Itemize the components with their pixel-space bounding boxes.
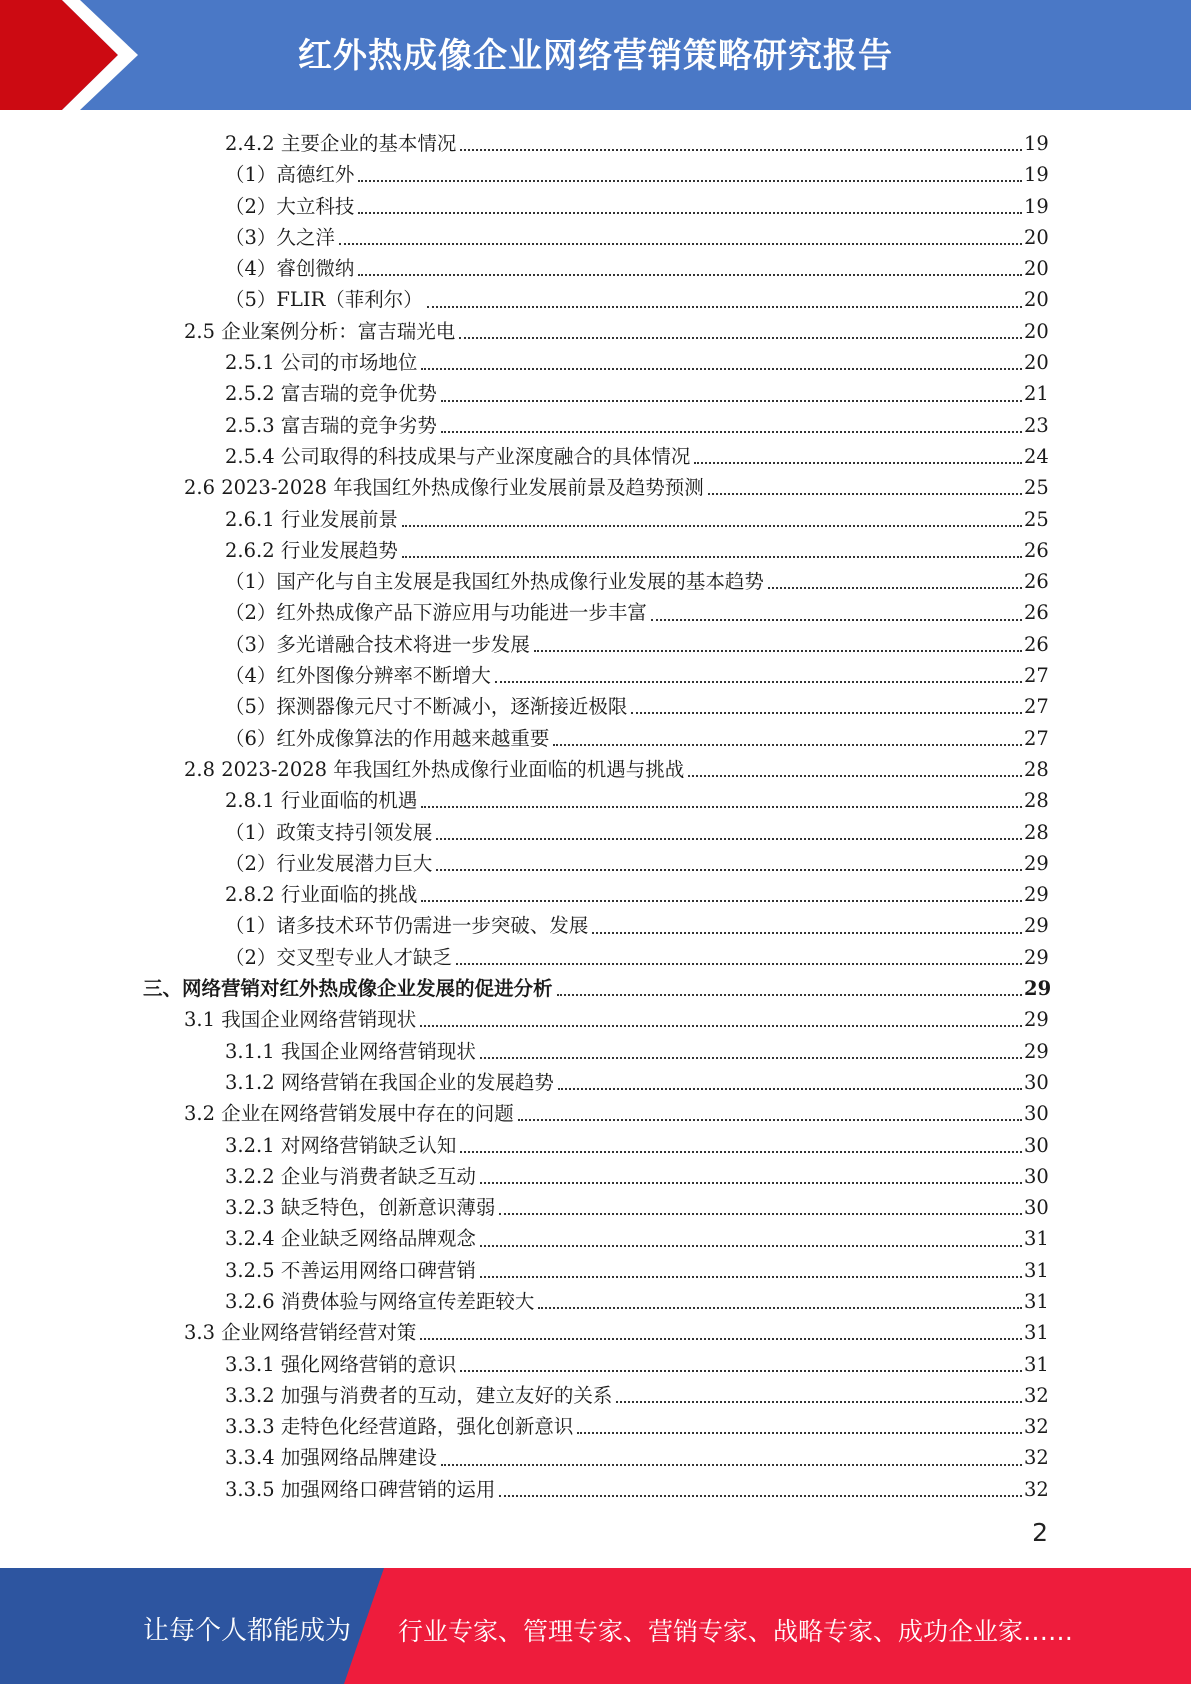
toc-leader-dots [421, 899, 1022, 902]
toc-entry-label: （1）国产化与自主发展是我国红外热成像行业发展的基本趋势 [225, 570, 764, 594]
toc-entry-page: 31 [1024, 1289, 1049, 1313]
toc-entry-label: （4）红外图像分辨率不断增大 [225, 664, 491, 688]
toc-entry[interactable] [0, 1286, 1191, 1317]
toc-leader-dots [456, 962, 1022, 965]
toc-entry[interactable] [0, 159, 1191, 190]
toc-leader-dots [421, 367, 1022, 370]
toc-entry-label: （5）探测器像元尺寸不断减小，逐渐接近极限 [225, 695, 628, 719]
toc-entry[interactable] [0, 1036, 1191, 1067]
toc-entry-page: 20 [1024, 288, 1049, 312]
toc-entry-page: 27 [1024, 695, 1049, 719]
toc-entry[interactable] [0, 410, 1191, 441]
toc-entry-label: 2.5.3 富吉瑞的竞争劣势 [225, 413, 437, 437]
toc-entry-page: 32 [1024, 1477, 1049, 1501]
toc-leader-dots [768, 586, 1022, 589]
toc-entry-label: 2.5.1 公司的市场地位 [225, 351, 418, 375]
footer-slogan-right: 行业专家、管理专家、营销专家、战略专家、成功企业家…… [398, 1617, 1074, 1646]
toc-entry[interactable] [0, 1349, 1191, 1380]
toc-leader-dots [499, 1494, 1022, 1497]
toc-leader-dots [688, 774, 1022, 777]
toc-entry[interactable] [0, 723, 1191, 754]
toc-entry[interactable] [0, 316, 1191, 347]
toc-entry-page: 27 [1024, 664, 1049, 688]
toc-entry[interactable] [0, 1067, 1191, 1098]
toc-entry-label: 3.1 我国企业网络营销现状 [184, 1008, 417, 1032]
toc-entry[interactable] [0, 660, 1191, 691]
toc-entry[interactable] [0, 191, 1191, 222]
toc-entry-page: 26 [1024, 601, 1049, 625]
toc-entry-page: 29 [1024, 945, 1049, 969]
toc-entry-page: 31 [1024, 1258, 1049, 1282]
toc-leader-dots [460, 1369, 1022, 1372]
toc-entry[interactable] [0, 1442, 1191, 1473]
toc-entry-label: 3.3 企业网络营销经营对策 [184, 1321, 417, 1345]
toc-entry-page: 31 [1024, 1321, 1049, 1345]
toc-entry-page: 32 [1024, 1415, 1049, 1439]
toc-entry-page: 29 [1024, 1039, 1049, 1063]
toc-entry-page: 28 [1024, 757, 1049, 781]
table-of-contents [0, 128, 1191, 1505]
toc-leader-dots [358, 211, 1022, 214]
toc-leader-dots [358, 179, 1022, 182]
toc-leader-dots [358, 273, 1022, 276]
toc-leader-dots [402, 524, 1022, 527]
toc-entry-page: 28 [1024, 820, 1049, 844]
toc-entry-label: 2.6.1 行业发展前景 [225, 507, 398, 531]
toc-entry-label: （2）红外热成像产品下游应用与功能进一步丰富 [225, 601, 647, 625]
toc-entry-label: 2.5 企业案例分析：富吉瑞光电 [184, 319, 456, 343]
toc-leader-dots [441, 399, 1022, 402]
toc-entry[interactable] [0, 347, 1191, 378]
toc-entry-page: 24 [1024, 444, 1049, 468]
toc-leader-dots [480, 1181, 1022, 1184]
toc-entry[interactable] [0, 1192, 1191, 1223]
toc-entry[interactable] [0, 253, 1191, 284]
toc-entry[interactable] [0, 848, 1191, 879]
toc-leader-dots [421, 805, 1022, 808]
toc-leader-dots [708, 492, 1022, 495]
toc-entry-label: （2）大立科技 [225, 194, 355, 218]
toc-entry-page: 26 [1024, 570, 1049, 594]
toc-entry-label: 2.8.1 行业面临的机遇 [225, 789, 418, 813]
toc-entry-page: 20 [1024, 257, 1049, 281]
toc-entry-label: 3.3.2 加强与消费者的互动，建立友好的关系 [225, 1383, 613, 1407]
toc-entry-label: 2.6 2023-2028 年我国红外热成像行业发展前景及趋势预测 [184, 476, 704, 500]
toc-entry[interactable] [0, 1004, 1191, 1035]
toc-entry-page: 30 [1024, 1196, 1049, 1220]
report-title: 红外热成像企业网络营销策略研究报告 [298, 36, 893, 76]
toc-entry-label: 2.4.2 主要企业的基本情况 [225, 132, 457, 155]
toc-entry[interactable] [0, 566, 1191, 597]
toc-entry[interactable] [0, 691, 1191, 722]
toc-leader-dots [436, 868, 1022, 871]
toc-entry-label: 三、网络营销对红外热成像企业发展的促进分析 [143, 977, 553, 1001]
toc-entry-page: 28 [1024, 789, 1049, 813]
toc-entry[interactable] [0, 472, 1191, 503]
toc-entry-label: 3.3.5 加强网络口碑营销的运用 [225, 1477, 496, 1501]
toc-entry[interactable] [0, 817, 1191, 848]
toc-leader-dots [427, 305, 1022, 308]
toc-entry-label: 2.8.2 行业面临的挑战 [225, 883, 418, 907]
toc-entry-label: 3.1.1 我国企业网络营销现状 [225, 1039, 476, 1063]
toc-entry[interactable] [0, 1474, 1191, 1505]
toc-entry-label: 3.2.1 对网络营销缺乏认知 [225, 1133, 457, 1157]
footer-slogan-left: 让每个人都能成为 [143, 1616, 352, 1646]
toc-entry-page: 30 [1024, 1102, 1049, 1126]
toc-entry-page: 26 [1024, 632, 1049, 656]
toc-leader-dots [616, 1400, 1022, 1403]
toc-entry-page: 29 [1024, 883, 1049, 907]
toc-entry-page: 29 [1024, 1008, 1049, 1032]
toc-entry-label: （3）多光谱融合技术将进一步发展 [225, 632, 530, 656]
toc-leader-dots [631, 711, 1022, 714]
toc-entry-label: 3.2.2 企业与消费者缺乏互动 [225, 1164, 476, 1188]
toc-entry-label: 3.2.3 缺乏特色，创新意识薄弱 [225, 1196, 496, 1220]
toc-entry-label: （2）行业发展潜力巨大 [225, 851, 433, 875]
toc-entry-label: （4）睿创微纳 [225, 257, 355, 281]
toc-entry-label: 3.2.5 不善运用网络口碑营销 [225, 1258, 476, 1282]
toc-entry-page: 31 [1024, 1352, 1049, 1376]
toc-leader-dots [460, 148, 1022, 151]
toc-leader-dots [441, 1463, 1022, 1466]
toc-entry[interactable] [0, 754, 1191, 785]
toc-entry[interactable] [0, 1317, 1191, 1348]
toc-entry-label: （3）久之洋 [225, 225, 335, 249]
toc-entry-page: 30 [1024, 1133, 1049, 1157]
toc-entry[interactable] [0, 1161, 1191, 1192]
toc-entry-page: 23 [1024, 413, 1049, 437]
toc-entry-label: 2.5.2 富吉瑞的竞争优势 [225, 382, 437, 406]
toc-entry[interactable] [0, 441, 1191, 472]
toc-leader-dots [592, 931, 1022, 934]
toc-leader-dots [557, 993, 1022, 996]
toc-leader-dots [480, 1275, 1022, 1278]
toc-leader-dots [339, 242, 1022, 245]
toc-leader-dots [420, 1024, 1022, 1027]
toc-leader-dots [538, 1306, 1022, 1309]
toc-entry-page: 25 [1024, 507, 1049, 531]
toc-entry[interactable] [0, 942, 1191, 973]
toc-entry[interactable] [0, 879, 1191, 910]
toc-entry-page: 29 [1024, 851, 1049, 875]
toc-leader-dots [420, 1337, 1022, 1340]
toc-entry-label: （5）FLIR（菲利尔） [225, 288, 423, 312]
toc-entry-label: （1）政策支持引领发展 [225, 820, 433, 844]
toc-entry[interactable] [0, 597, 1191, 628]
toc-entry-label: 2.8 2023-2028 年我国红外热成像行业面临的机遇与挑战 [184, 757, 685, 781]
toc-entry-page: 30 [1024, 1164, 1049, 1188]
toc-entry-label: （2）交叉型专业人才缺乏 [225, 945, 452, 969]
toc-entry-page: 19 [1024, 132, 1049, 155]
toc-entry[interactable] [0, 1223, 1191, 1254]
toc-entry[interactable] [0, 504, 1191, 535]
toc-entry-label: 3.3.1 强化网络营销的意识 [225, 1352, 457, 1376]
toc-leader-dots [480, 1244, 1022, 1247]
toc-entry[interactable] [0, 284, 1191, 315]
toc-entry-label: 2.5.4 公司取得的科技成果与产业深度融合的具体情况 [225, 444, 691, 468]
toc-entry-page: 20 [1024, 225, 1049, 249]
toc-entry-page: 19 [1024, 163, 1049, 187]
toc-entry[interactable] [0, 1380, 1191, 1411]
toc-entry[interactable] [0, 629, 1191, 660]
toc-leader-dots [499, 1212, 1022, 1215]
toc-entry-label: （1）诸多技术环节仍需进一步突破、发展 [225, 914, 589, 938]
toc-leader-dots [694, 461, 1022, 464]
toc-leader-dots [534, 649, 1022, 652]
toc-entry-label: （1）高德红外 [225, 163, 355, 187]
toc-entry[interactable] [0, 222, 1191, 253]
toc-entry-label: 3.1.2 网络营销在我国企业的发展趋势 [225, 1070, 554, 1094]
toc-entry[interactable] [0, 785, 1191, 816]
toc-entry-label: 3.2.6 消费体验与网络宣传差距较大 [225, 1289, 535, 1313]
toc-leader-dots [459, 336, 1022, 339]
toc-entry-page: 32 [1024, 1383, 1049, 1407]
toc-leader-dots [577, 1431, 1022, 1434]
toc-entry[interactable] [0, 1411, 1191, 1442]
toc-entry[interactable] [0, 535, 1191, 566]
toc-entry-label: 3.2.4 企业缺乏网络品牌观念 [225, 1227, 476, 1251]
toc-entry[interactable] [0, 1098, 1191, 1129]
toc-leader-dots [553, 743, 1022, 746]
page-number: 2 [1032, 1518, 1048, 1547]
toc-entry-label: 3.2 企业在网络营销发展中存在的问题 [184, 1102, 514, 1126]
toc-leader-dots [460, 1150, 1022, 1153]
toc-entry-label: 3.3.3 走特色化经营道路，强化创新意识 [225, 1415, 574, 1439]
toc-leader-dots [495, 680, 1022, 683]
page-header [0, 0, 1191, 110]
toc-entry[interactable] [0, 128, 1191, 159]
page-footer [0, 1568, 1191, 1684]
toc-entry-page: 32 [1024, 1446, 1049, 1470]
toc-entry-label: 3.3.4 加强网络品牌建设 [225, 1446, 437, 1470]
toc-leader-dots [651, 618, 1022, 621]
toc-entry-page: 25 [1024, 476, 1049, 500]
toc-entry[interactable] [0, 1130, 1191, 1161]
toc-entry[interactable] [0, 910, 1191, 941]
toc-leader-dots [402, 555, 1022, 558]
toc-entry[interactable] [0, 1255, 1191, 1286]
toc-entry-page: 30 [1024, 1070, 1049, 1094]
toc-leader-dots [436, 837, 1022, 840]
toc-entry-page: 26 [1024, 538, 1049, 562]
toc-entry[interactable] [0, 973, 1191, 1004]
toc-leader-dots [518, 1118, 1022, 1121]
toc-entry-page: 21 [1024, 382, 1049, 406]
toc-entry-page: 27 [1024, 726, 1049, 750]
toc-entry[interactable] [0, 378, 1191, 409]
toc-entry-page: 31 [1024, 1227, 1049, 1251]
toc-entry-page: 20 [1024, 319, 1049, 343]
toc-entry-page: 29 [1024, 977, 1052, 1001]
toc-entry-page: 29 [1024, 914, 1049, 938]
toc-entry-label: （6）红外成像算法的作用越来越重要 [225, 726, 550, 750]
toc-entry-page: 19 [1024, 194, 1049, 218]
toc-leader-dots [558, 1087, 1022, 1090]
toc-entry-page: 20 [1024, 351, 1049, 375]
toc-entry-label: 2.6.2 行业发展趋势 [225, 538, 398, 562]
toc-leader-dots [441, 430, 1022, 433]
toc-leader-dots [480, 1056, 1022, 1059]
